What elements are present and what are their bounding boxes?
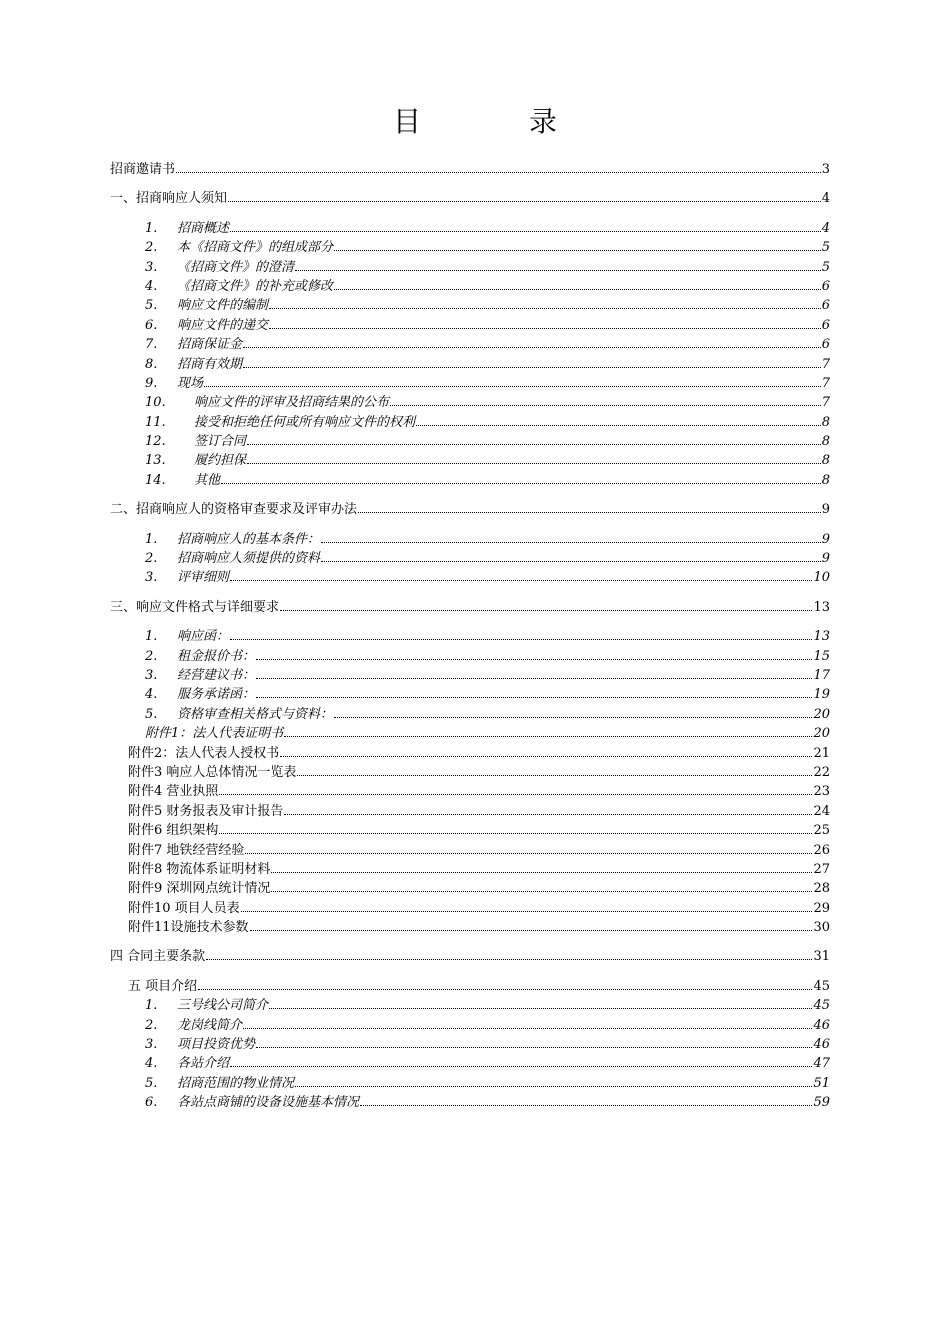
toc-entry-label: 响应文件的编制 xyxy=(177,298,269,314)
toc-entry[interactable] xyxy=(110,821,830,840)
toc-entry-number: 14. xyxy=(145,472,166,488)
toc-entry[interactable] xyxy=(110,374,830,393)
toc-entry-label: 招商邀请书 xyxy=(110,162,176,177)
toc-dot-leader xyxy=(256,1047,812,1048)
toc-spacer xyxy=(110,937,830,947)
toc-dot-leader xyxy=(358,512,821,513)
toc-entry-page: 24 xyxy=(813,803,830,819)
toc-dot-leader xyxy=(295,270,821,271)
toc-entry-page: 9 xyxy=(821,531,830,547)
toc-dot-leader xyxy=(269,308,821,309)
toc-dot-leader xyxy=(243,1028,812,1029)
toc-entry-page: 5 xyxy=(821,259,830,275)
toc-entry[interactable] xyxy=(110,219,830,238)
toc-entry-page: 47 xyxy=(813,1056,830,1072)
toc-dot-leader xyxy=(247,444,821,445)
toc-entry-label: 《招商文件》的补充或修改 xyxy=(177,278,334,294)
toc-dot-leader xyxy=(243,347,821,348)
toc-dot-leader xyxy=(206,959,812,960)
toc-entry[interactable] xyxy=(110,355,830,374)
toc-entry-label: 附件6 组织架构 xyxy=(128,823,219,839)
toc-entry-page: 28 xyxy=(813,881,830,897)
toc-entry[interactable] xyxy=(110,879,830,898)
toc-entry-page: 31 xyxy=(813,949,830,965)
toc-entry[interactable] xyxy=(110,598,830,617)
toc-entry-label: 四 合同主要条款 xyxy=(110,949,206,965)
toc-entry-number: 4. xyxy=(145,278,158,294)
toc-entry[interactable] xyxy=(110,393,830,412)
toc-entry[interactable] xyxy=(110,530,830,549)
toc-entry[interactable] xyxy=(110,996,830,1015)
toc-entry[interactable] xyxy=(110,627,830,646)
toc-entry-label: 龙岗线简介 xyxy=(177,1017,243,1033)
toc-entry-label: 招商响应人的基本条件： xyxy=(177,531,321,547)
toc-entry-number: 1. xyxy=(145,220,158,236)
toc-entry-label: 项目投资优势 xyxy=(177,1037,256,1053)
toc-dot-leader xyxy=(297,775,812,776)
toc-entry-label: 招商概述 xyxy=(177,220,230,236)
toc-entry-label: 附件10 项目人员表 xyxy=(128,900,240,916)
toc-entry-label: 招商响应人须提供的资料 xyxy=(177,551,321,567)
toc-entry-number: 4. xyxy=(145,687,158,703)
toc-dot-leader xyxy=(176,172,821,173)
toc-dot-leader xyxy=(230,639,812,640)
toc-entry-page: 46 xyxy=(813,1017,830,1033)
toc-entry[interactable] xyxy=(110,277,830,296)
toc-entry[interactable] xyxy=(110,451,830,470)
toc-entry[interactable] xyxy=(110,860,830,879)
toc-entry-label: 附件7 地铁经营经验 xyxy=(128,842,245,858)
toc-entry-label: 附件5 财务报表及审计报告 xyxy=(128,803,284,819)
toc-entry[interactable] xyxy=(110,413,830,432)
toc-entry-page: 4 xyxy=(821,191,830,207)
toc-spacer xyxy=(110,617,830,627)
toc-entry-label: 附件9 深圳网点统计情况 xyxy=(128,881,271,897)
toc-entry-page: 3 xyxy=(821,162,830,177)
toc-entry[interactable] xyxy=(110,947,830,966)
toc-entry-page: 6 xyxy=(821,278,830,294)
toc-entry-page: 6 xyxy=(821,298,830,314)
toc-entry-label: 《招商文件》的澄清 xyxy=(177,259,295,275)
toc-entry-page: 8 xyxy=(821,472,830,488)
toc-entry-label: 响应函： xyxy=(177,629,230,645)
toc-entry-page: 45 xyxy=(813,998,830,1014)
toc-dot-leader xyxy=(284,736,812,737)
toc-entry-page: 9 xyxy=(821,551,830,567)
toc-entry-number: 2. xyxy=(145,648,158,664)
toc-entry-label: 现场 xyxy=(177,375,204,391)
toc-entry[interactable] xyxy=(110,189,830,208)
toc-entry-number: 12. xyxy=(145,434,166,450)
toc-spacer xyxy=(110,588,830,598)
toc-entry[interactable] xyxy=(110,1016,830,1035)
toc-entry-number: 8. xyxy=(145,356,158,372)
toc-entry-page: 7 xyxy=(821,356,830,372)
toc-entry[interactable] xyxy=(110,899,830,918)
toc-dot-leader xyxy=(360,1105,812,1106)
toc-entry-page: 25 xyxy=(813,823,830,839)
toc-entry-page: 10 xyxy=(813,570,830,586)
toc-dot-leader xyxy=(256,697,812,698)
toc-entry-label: 三号线公司简介 xyxy=(177,998,269,1014)
toc-entry[interactable] xyxy=(110,238,830,257)
toc-dot-leader xyxy=(219,794,812,795)
toc-dot-leader xyxy=(250,930,813,931)
toc-entry-number: 10. xyxy=(145,395,166,411)
toc-entry-page: 23 xyxy=(813,784,830,800)
toc-entry-page: 20 xyxy=(813,726,830,742)
toc-entry-page: 6 xyxy=(821,317,830,333)
toc-entry-page: 4 xyxy=(821,220,830,236)
toc-entry-page: 8 xyxy=(821,453,830,469)
toc-entry[interactable] xyxy=(110,296,830,315)
toc-entry-label: 租金报价书： xyxy=(177,648,256,664)
toc-entry[interactable] xyxy=(110,666,830,685)
toc-spacer xyxy=(110,179,830,189)
toc-entry-page: 21 xyxy=(813,745,830,761)
toc-entry-label: 五 项目介绍 xyxy=(128,978,198,994)
toc-dot-leader xyxy=(204,386,821,387)
toc-entry-page: 5 xyxy=(821,240,830,256)
toc-entry-page: 6 xyxy=(821,337,830,353)
toc-entry-label: 接受和拒绝任何或所有响应文件的权利 xyxy=(194,414,416,430)
toc-entry[interactable] xyxy=(110,918,830,937)
toc-entry-page: 46 xyxy=(813,1037,830,1053)
toc-entry-number: 5. xyxy=(145,1075,158,1091)
page-title: 目 录 xyxy=(392,105,597,138)
toc-dot-leader xyxy=(269,328,821,329)
toc-entry-label: 各站点商铺的设备设施基本情况 xyxy=(177,1095,360,1111)
toc-entry[interactable] xyxy=(110,1035,830,1054)
toc-entry-label: 履约担保 xyxy=(194,453,247,469)
toc-dot-leader xyxy=(334,289,821,290)
toc-entry-page: 27 xyxy=(813,861,830,877)
toc-dot-leader xyxy=(416,425,821,426)
toc-entry-number: 6. xyxy=(145,1095,158,1111)
toc-entry[interactable] xyxy=(110,705,830,724)
toc-dot-leader xyxy=(256,678,812,679)
toc-entry-page: 22 xyxy=(813,764,830,780)
toc-entry-number: 2. xyxy=(145,1017,158,1033)
toc-dot-leader xyxy=(247,463,821,464)
toc-entry-page: 8 xyxy=(821,414,830,430)
toc-entry-label: 附件8 物流体系证明材料 xyxy=(128,861,271,877)
toc-dot-leader xyxy=(269,1008,812,1009)
toc-entry-page: 26 xyxy=(813,842,830,858)
toc-entry[interactable] xyxy=(110,432,830,451)
toc-entry-page: 20 xyxy=(813,706,830,722)
toc-entry[interactable] xyxy=(110,763,830,782)
toc-entry-label: 评审细则 xyxy=(177,570,230,586)
toc-entry-label: 响应文件的评审及招商结果的公布 xyxy=(194,395,390,411)
toc-dot-leader xyxy=(271,891,812,892)
toc-dot-leader xyxy=(321,542,821,543)
toc-entry-label: 签订合同 xyxy=(194,434,247,450)
toc-dot-leader xyxy=(334,717,812,718)
toc-dot-leader xyxy=(256,659,812,660)
toc-dot-leader xyxy=(230,580,812,581)
toc-entry-number: 7. xyxy=(145,337,158,353)
toc-entry[interactable] xyxy=(110,841,830,860)
toc-entry-page: 59 xyxy=(813,1095,830,1111)
toc-entry[interactable] xyxy=(110,685,830,704)
toc-dot-leader xyxy=(334,250,821,251)
toc-dot-leader xyxy=(198,989,812,990)
toc-dot-leader xyxy=(228,201,821,202)
toc-entry[interactable] xyxy=(110,549,830,568)
toc-entry-number: 3. xyxy=(145,570,158,586)
toc-entry-number: 5. xyxy=(145,706,158,722)
toc-entry-label: 资格审查相关格式与资料： xyxy=(177,706,334,722)
toc-dot-leader xyxy=(219,833,812,834)
toc-entry-number: 2. xyxy=(145,551,158,567)
toc-entry-number: 3. xyxy=(145,259,158,275)
toc-entry-page: 7 xyxy=(821,395,830,411)
toc-entry-page: 29 xyxy=(813,900,830,916)
toc-entry[interactable] xyxy=(110,744,830,763)
toc-entry[interactable] xyxy=(110,802,830,821)
toc-entry-page: 45 xyxy=(813,978,830,994)
toc-dot-leader xyxy=(295,1086,812,1087)
toc-entry-page: 30 xyxy=(813,920,830,936)
toc-entry-number: 5. xyxy=(145,298,158,314)
toc-entry-page: 13 xyxy=(813,629,830,645)
toc-entry-number: 2. xyxy=(145,240,158,256)
toc-entry-number: 13. xyxy=(145,453,166,469)
toc-spacer xyxy=(110,967,830,977)
toc-entry-number: 4. xyxy=(145,1056,158,1072)
toc-dot-leader xyxy=(243,367,821,368)
toc-entry-page: 17 xyxy=(813,667,830,683)
toc-entry-number: 9. xyxy=(145,375,158,391)
toc-entry-page: 15 xyxy=(813,648,830,664)
toc-entry-label: 招商保证金 xyxy=(177,337,243,353)
toc-entry[interactable] xyxy=(110,1054,830,1073)
toc-entry[interactable] xyxy=(110,471,830,490)
toc-entry-label: 附件1：法人代表证明书 xyxy=(145,726,284,742)
toc-entry-page: 19 xyxy=(813,687,830,703)
toc-dot-leader xyxy=(284,814,812,815)
toc-entry-label: 附件2：法人代表人授权书 xyxy=(128,745,280,761)
toc-entry-label: 附件3 响应人总体情况一览表 xyxy=(128,764,297,780)
toc-dot-leader xyxy=(321,561,821,562)
toc-entry-page: 51 xyxy=(813,1075,830,1091)
toc-entry-page: 7 xyxy=(821,375,830,391)
table-of-contents xyxy=(110,160,830,1113)
toc-entry-number: 3. xyxy=(145,1037,158,1053)
toc-entry-label: 响应文件的递交 xyxy=(177,317,269,333)
toc-entry-number: 1. xyxy=(145,998,158,1014)
toc-spacer xyxy=(110,209,830,219)
toc-entry[interactable] xyxy=(110,316,830,335)
toc-entry[interactable] xyxy=(110,160,830,179)
toc-dot-leader xyxy=(241,911,813,912)
toc-dot-leader xyxy=(221,483,821,484)
toc-entry-label: 招商有效期 xyxy=(177,356,243,372)
toc-entry-page: 13 xyxy=(813,599,830,615)
toc-entry-number: 3. xyxy=(145,667,158,683)
toc-dot-leader xyxy=(390,405,821,406)
toc-spacer xyxy=(110,520,830,530)
toc-entry-label: 附件11设施技术参数 xyxy=(128,920,249,936)
toc-dot-leader xyxy=(280,610,812,611)
toc-entry-label: 经营建议书： xyxy=(177,667,256,683)
toc-entry[interactable] xyxy=(110,647,830,666)
toc-entry-label: 三、响应文件格式与详细要求 xyxy=(110,599,280,615)
toc-dot-leader xyxy=(271,872,812,873)
toc-entry-label: 招商范围的物业情况 xyxy=(177,1075,295,1091)
toc-entry-number: 1. xyxy=(145,629,158,645)
toc-entry[interactable] xyxy=(110,724,830,743)
toc-entry-page: 8 xyxy=(821,434,830,450)
toc-entry-label: 附件4 营业执照 xyxy=(128,784,219,800)
toc-dot-leader xyxy=(230,231,821,232)
toc-entry-label: 一、招商响应人须知 xyxy=(110,191,228,207)
toc-entry-number: 1. xyxy=(145,531,158,547)
toc-spacer xyxy=(110,490,830,500)
toc-dot-leader xyxy=(245,853,812,854)
toc-entry-label: 服务承诺函： xyxy=(177,687,256,703)
toc-entry[interactable] xyxy=(110,782,830,801)
toc-entry[interactable] xyxy=(110,500,830,519)
toc-entry-label: 各站介绍 xyxy=(177,1056,230,1072)
toc-entry[interactable] xyxy=(110,1074,830,1093)
toc-entry-number: 11. xyxy=(145,414,166,430)
toc-entry[interactable] xyxy=(110,258,830,277)
toc-entry[interactable] xyxy=(110,977,830,996)
toc-entry[interactable] xyxy=(110,568,830,587)
toc-entry-page: 9 xyxy=(821,502,830,518)
toc-entry[interactable] xyxy=(110,1093,830,1112)
toc-entry-label: 本《招商文件》的组成部分 xyxy=(177,240,334,256)
toc-entry-label: 二、招商响应人的资格审查要求及评审办法 xyxy=(110,502,358,518)
toc-dot-leader xyxy=(230,1066,812,1067)
toc-entry-label: 其他 xyxy=(194,472,221,488)
toc-entry-number: 6. xyxy=(145,317,158,333)
toc-entry[interactable] xyxy=(110,335,830,354)
toc-dot-leader xyxy=(280,756,812,757)
